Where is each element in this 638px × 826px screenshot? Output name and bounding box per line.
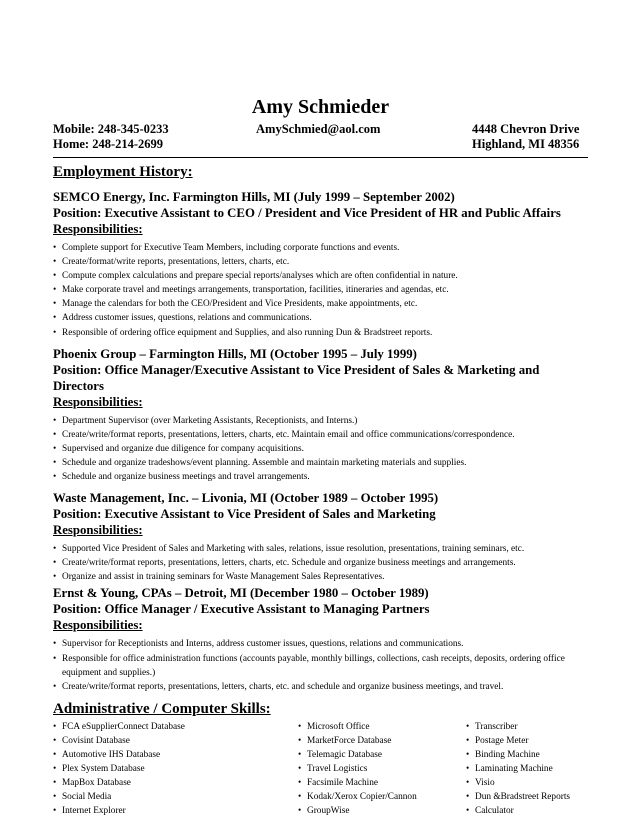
list-item: • Plex System Database	[53, 762, 298, 776]
job-position: Position: Executive Assistant to Vice President of Sales and Marketing	[53, 507, 436, 522]
list-item: • GroupWise	[298, 804, 466, 818]
list-item: • Covisint Database	[53, 734, 298, 748]
resume-body	[53, 163, 588, 818]
list-item: • Microsoft Office	[298, 720, 466, 734]
list-item: • Dun &Bradstreet Reports	[466, 790, 588, 804]
mobile-phone: Mobile: 248-345-0233	[53, 122, 169, 136]
home-phone: Home: 248-214-2699	[53, 137, 164, 151]
list-item: • Kodak/Xerox Copier/Cannon	[298, 790, 466, 804]
job-ernst-young	[53, 585, 588, 693]
list-item: • Transcriber	[466, 720, 588, 734]
list-item: • Supervisor for Receptionists and Interns, address customer issues, questions, relations and communications.	[53, 637, 588, 651]
list-item: • Schedule and organize tradeshows/event planning. Assemble and maintain marketing materials and supplies.	[53, 456, 588, 470]
list-item: • Schedule and organize business meetings and travel arrangements.	[53, 470, 588, 484]
list-item: • MarketForce Database	[298, 734, 466, 748]
list-item: • Responsible of ordering office equipment and Supplies, and also running Dun & Bradstreet reports.	[53, 326, 588, 340]
list-item: • Organize and assist in training seminars for Waste Management Sales Representatives.	[53, 570, 588, 584]
job-company: Ernst & Young, CPAs – Detroit, MI (December 1980 – October 1989)	[53, 586, 429, 601]
list-item: • Visio	[466, 776, 588, 790]
responsibilities-list	[53, 542, 588, 584]
header-divider	[53, 157, 588, 158]
skills-grid	[53, 720, 588, 819]
list-item: • Facsimile Machine	[298, 776, 466, 790]
list-item: • Create/format/write reports, presentations, letters, charts, etc.	[53, 255, 588, 269]
list-item: • Make corporate travel and meetings arrangements, transportation, facilities, itineraries and agendas, etc.	[53, 283, 588, 297]
job-waste-management	[53, 490, 588, 584]
employment-heading: Employment History:	[53, 164, 193, 180]
list-item: • Laminating Machine	[466, 762, 588, 776]
list-item: • Postage Meter	[466, 734, 588, 748]
job-position: Position: Office Manager/Executive Assistant to Vice President of Sales & Marketing and Directors	[53, 362, 540, 393]
list-item: • Telemagic Database	[298, 748, 466, 762]
street-address: 4448 Chevron Drive	[472, 122, 580, 136]
list-item: • Travel Logistics	[298, 762, 466, 776]
list-item: • Binding Machine	[466, 748, 588, 762]
responsibilities-list	[53, 414, 588, 484]
list-item: • Address customer issues, questions, relations and communications.	[53, 311, 588, 325]
city-state-zip: Highland, MI 48356	[472, 137, 580, 151]
list-item: • Responsible for office administration functions (accounts payable, monthly billings, collections, cash receipts, deposits, ordering office equipment and supplies.)	[53, 652, 588, 680]
list-item: • Create/write/format reports, presentations, letters, charts, etc. and schedule and organize business meetings, and travel.	[53, 680, 588, 694]
list-item: • Create/write/format reports, presentations, letters, charts, etc. Maintain email and office communications/correspondence.	[53, 428, 588, 442]
responsibilities-list	[53, 637, 588, 693]
list-item: • Supervised and organize due diligence for company acquisitions.	[53, 442, 588, 456]
list-item: • Manage the calendars for both the CEO/President and Vice Presidents, make appointments, etc.	[53, 297, 588, 311]
job-company: Waste Management, Inc. – Livonia, MI (October 1989 – October 1995)	[53, 491, 439, 506]
job-company: Phoenix Group – Farmington Hills, MI (October 1995 – July 1999)	[53, 346, 417, 361]
skills-column-1	[53, 720, 298, 819]
list-item: • Complete support for Executive Team Members, including corporate functions and events.	[53, 241, 588, 255]
list-item: • Create/write/format reports, presentations, letters, charts, etc. Schedule and organize business meetings and arrangements.	[53, 556, 588, 570]
responsibilities-list	[53, 241, 588, 340]
list-item: • MapBox Database	[53, 776, 298, 790]
job-semco	[53, 189, 588, 340]
applicant-name: Amy Schmieder	[251, 96, 390, 118]
list-item: • Department Supervisor (over Marketing Assistants, Receptionists, and Interns.)	[53, 414, 588, 428]
responsibilities-label: Responsibilities:	[53, 523, 143, 538]
job-position: Position: Office Manager / Executive Assistant to Managing Partners	[53, 602, 430, 617]
responsibilities-label: Responsibilities:	[53, 618, 143, 633]
responsibilities-label: Responsibilities:	[53, 394, 143, 409]
list-item: • Social Media	[53, 790, 298, 804]
list-item: • Calculator	[466, 804, 588, 818]
responsibilities-label: Responsibilities:	[53, 222, 143, 236]
list-item: • Internet Explorer	[53, 804, 298, 818]
skills-heading: Administrative / Computer Skills:	[53, 700, 271, 717]
list-item: • FCA eSupplierConnect Database	[53, 720, 298, 734]
email-address: AmySchmied@aol.com	[256, 122, 381, 136]
list-item: • Automotive IHS Database	[53, 748, 298, 762]
job-position: Position: Executive Assistant to CEO / President and Vice President of HR and Public Affairs	[53, 206, 561, 220]
job-company: SEMCO Energy, Inc. Farmington Hills, MI (July 1999 – September 2002)	[53, 190, 455, 204]
skills-column-2	[298, 720, 466, 819]
skills-column-3	[466, 720, 588, 819]
job-phoenix	[53, 346, 588, 484]
list-item: • Supported Vice President of Sales and Marketing with sales, relations, issue resolution, presentations, training seminars, etc.	[53, 542, 588, 556]
list-item: • Compute complex calculations and prepare special reports/analyses which are often confidential in nature.	[53, 269, 588, 283]
